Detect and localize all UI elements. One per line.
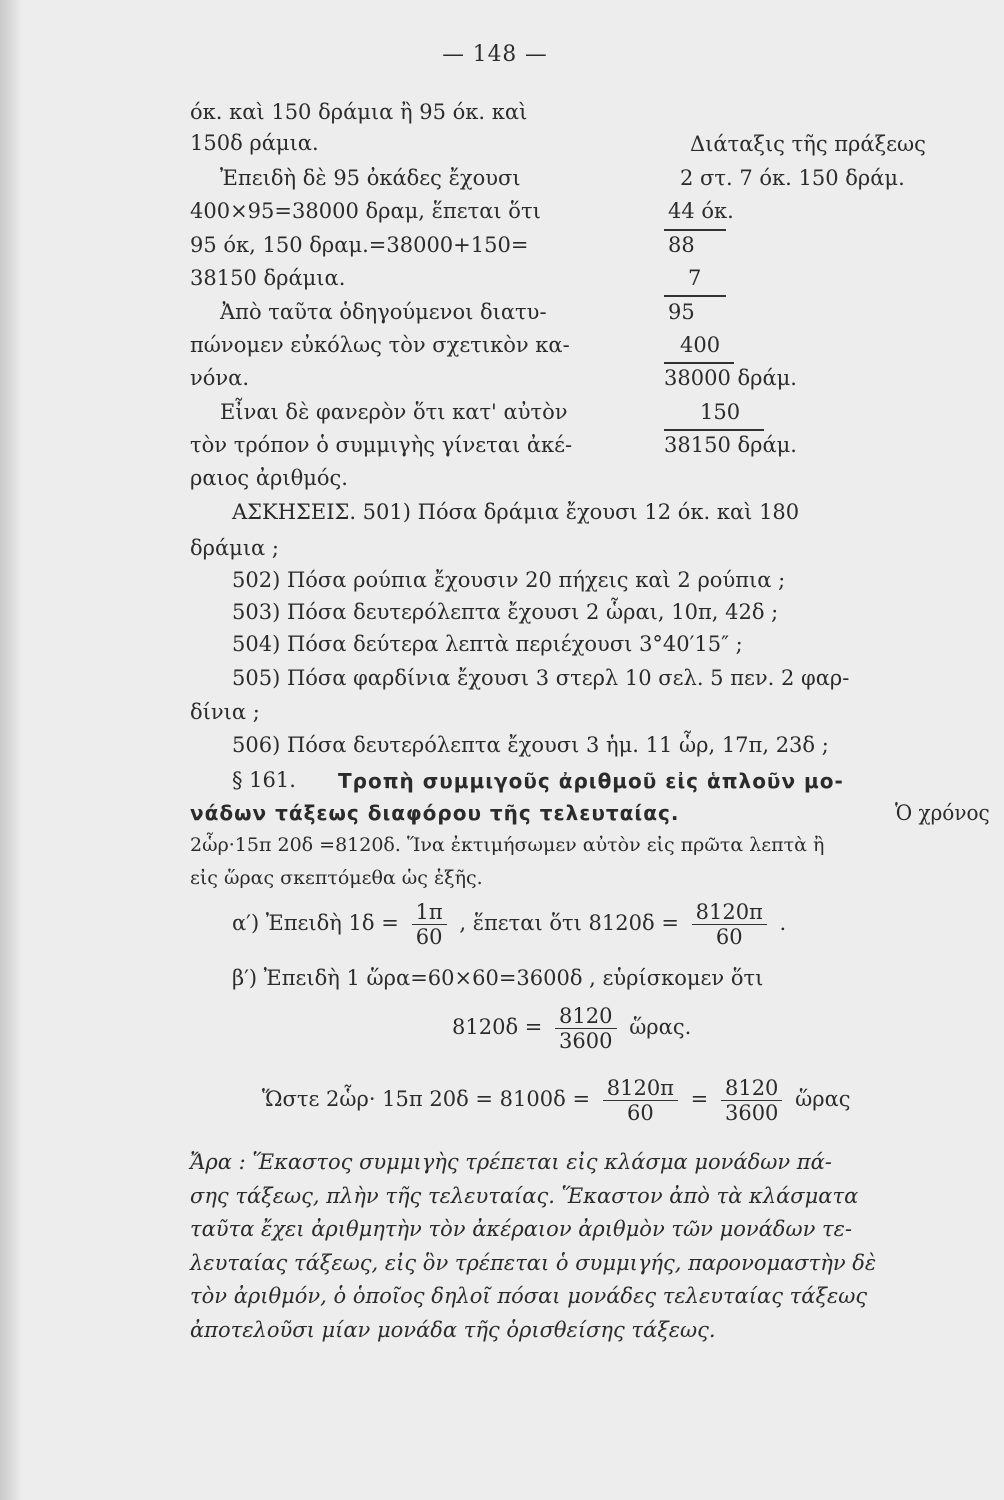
fraction-1-over-60 bbox=[412, 900, 447, 949]
formula-a-mid: , ἕπεται ὅτι 8120δ = bbox=[459, 911, 679, 935]
page-number: — 148 — bbox=[442, 42, 548, 67]
calc-row-4: 7 bbox=[688, 266, 702, 290]
exercise-506: 506) Πόσα δευτερόλεπτα ἔχουσι 3 ἡμ. 11 ὧρ, 17π, 23δ ; bbox=[232, 733, 829, 757]
rule-line-5: τὸν ἀριθμόν, ὁ ὁποῖος δηλοῖ πόσαι μονάδες τελευταίας τάξεως bbox=[190, 1284, 868, 1308]
formula-c bbox=[452, 1004, 691, 1053]
calc-rule-2 bbox=[664, 295, 726, 297]
formula-a bbox=[232, 900, 786, 949]
fraction-numerator: 1π bbox=[412, 900, 447, 925]
section-heading-line-1: Τροπὴ συμμιγοῦς ἀριθμοῦ εἰς ἁπλοῦν μο- bbox=[338, 769, 844, 793]
formula-a-end: . bbox=[779, 911, 787, 935]
calc-title: Διάταξις τῆς πράξεως bbox=[690, 132, 926, 156]
rule-line-1: Ἄρα : Ἕκαστος συμμιγὴς τρέπεται εἰς κλάσμα μονάδων πά- bbox=[190, 1150, 832, 1174]
section-number: § 161. bbox=[232, 768, 296, 792]
left-line-8: πώνομεν εὐκόλως τὸν σχετικὸν κα- bbox=[190, 333, 570, 357]
section-line-3: εἰς ὥρας σκεπτόμεθα ὡς ἑξῆς. bbox=[190, 867, 483, 889]
rule-line-3: ταῦτα ἔχει ἀριθμητὴν τὸν ἀκέραιον ἀριθμὸν τῶν μονάδων τε- bbox=[190, 1217, 853, 1241]
left-line-2: 150δ ράμια. bbox=[190, 131, 319, 155]
left-line-6: 38150 δράμια. bbox=[190, 266, 346, 290]
formula-d-equals: = bbox=[690, 1087, 709, 1111]
formula-d-pre: Ὥστε 2ὧρ· 15π 20δ = 8100δ = bbox=[262, 1087, 591, 1111]
left-line-11: τὸν τρόπον ὁ συμμιγὴς γίνεται ἀκέ- bbox=[190, 433, 573, 457]
fraction-denominator: 3600 bbox=[559, 1029, 613, 1053]
fraction-denominator: 60 bbox=[715, 925, 743, 949]
fraction-denominator: 3600 bbox=[724, 1101, 779, 1125]
fraction-8120-over-60 bbox=[692, 900, 767, 949]
exercise-501: ΑΣΚΗΣΕΙΣ. 501) Πόσα δράμια ἔχουσι 12 όκ. καὶ 180 bbox=[232, 500, 800, 524]
exercise-501-cont: δράμια ; bbox=[190, 536, 279, 560]
formula-a-pre: α′) Ἐπειδὴ 1δ = bbox=[232, 911, 399, 935]
calc-row-8: 150 bbox=[700, 400, 741, 424]
calc-row-6: 400 bbox=[680, 333, 721, 357]
exercise-505-cont: δίνια ; bbox=[190, 700, 260, 724]
fraction-numerator: 8120π bbox=[603, 1076, 678, 1101]
calc-row-3: 88 bbox=[668, 233, 695, 257]
fraction-d-2 bbox=[721, 1076, 782, 1125]
formula-d bbox=[262, 1076, 851, 1125]
calc-row-7: 38000 δράμ. bbox=[664, 366, 797, 390]
left-line-1: όκ. καὶ 150 δράμια ἢ 95 όκ. καὶ bbox=[190, 100, 528, 124]
calc-rule-3 bbox=[664, 362, 734, 364]
exercise-502: 502) Πόσα ρούπια ἔχουσιν 20 πήχεις καὶ 2 ρούπια ; bbox=[232, 568, 786, 592]
calc-rule-1 bbox=[664, 229, 726, 231]
left-line-9: νόνα. bbox=[190, 366, 250, 390]
exercise-504: 504) Πόσα δεύτερα λεπτὰ περιέχουσι 3°40′15″ ; bbox=[232, 632, 743, 656]
formula-b: β′) Ἐπειδὴ 1 ὥρα=60×60=3600δ , εὑρίσκομεν ὅτι bbox=[232, 966, 764, 990]
left-line-5: 95 όκ, 150 δραμ.=38000+150= bbox=[190, 233, 529, 257]
calc-row-2: 44 όκ. bbox=[668, 199, 734, 223]
fraction-d-1 bbox=[603, 1076, 678, 1125]
section-line-2: 2ὧρ·15π 20δ =8120δ. Ἵνα ἐκτιμήσωμεν αὐτὸν εἰς πρῶτα λεπτὰ ἢ bbox=[190, 834, 825, 856]
fraction-8120-over-3600 bbox=[555, 1004, 616, 1053]
fraction-numerator: 8120π bbox=[692, 900, 767, 925]
calc-row-9: 38150 δράμ. bbox=[664, 433, 797, 457]
fraction-numerator: 8120 bbox=[555, 1004, 616, 1029]
rule-line-4: λευταίας τάξεως, εἰς ὃν τρέπεται ὁ συμμιγής, παρονομαστὴν δὲ bbox=[190, 1251, 877, 1275]
page-edge-shadow bbox=[0, 0, 22, 1500]
left-line-3: Ἐπειδὴ δὲ 95 ὀκάδες ἔχουσι bbox=[220, 166, 521, 190]
rule-line-6: ἀποτελοῦσι μίαν μονάδα τῆς ὁρισθείσης τάξεως. bbox=[190, 1318, 716, 1342]
left-line-12: ραιος ἀριθμός. bbox=[190, 466, 348, 490]
left-line-4: 400×95=38000 δραμ, ἕπεται ὅτι bbox=[190, 199, 541, 223]
exercise-503: 503) Πόσα δευτερόλεπτα ἔχουσι 2 ὧραι, 10π, 42δ ; bbox=[232, 600, 779, 624]
rule-line-2: σης τάξεως, πλὴν τῆς τελευταίας. Ἕκαστον ἀπὸ τὰ κλάσματα bbox=[190, 1184, 859, 1208]
fraction-numerator: 8120 bbox=[721, 1076, 782, 1101]
fraction-denominator: 60 bbox=[626, 1101, 654, 1125]
section-heading-line-2: νάδων τάξεως διαφόρου τῆς τελευταίας. bbox=[190, 801, 680, 825]
fraction-denominator: 60 bbox=[415, 925, 443, 949]
calc-rule-4 bbox=[664, 429, 764, 431]
formula-c-end: ὥρας. bbox=[629, 1015, 692, 1039]
formula-c-pre: 8120δ = bbox=[452, 1015, 543, 1039]
calc-row-5: 95 bbox=[668, 300, 695, 324]
left-line-10: Εἶναι δὲ φανερὸν ὅτι κατ' αὐτὸν bbox=[220, 400, 568, 424]
formula-d-end: ὥρας bbox=[795, 1087, 851, 1111]
calc-row-1: 2 στ. 7 όκ. 150 δράμ. bbox=[680, 166, 905, 190]
section-after-heading: Ὁ χρόνος bbox=[895, 801, 990, 825]
left-line-7: Ἀπὸ ταῦτα ὁδηγούμενοι διατυ- bbox=[220, 300, 547, 324]
exercise-505: 505) Πόσα φαρδίνια ἔχουσι 3 στερλ 10 σελ. 5 πεν. 2 φαρ- bbox=[232, 666, 850, 690]
